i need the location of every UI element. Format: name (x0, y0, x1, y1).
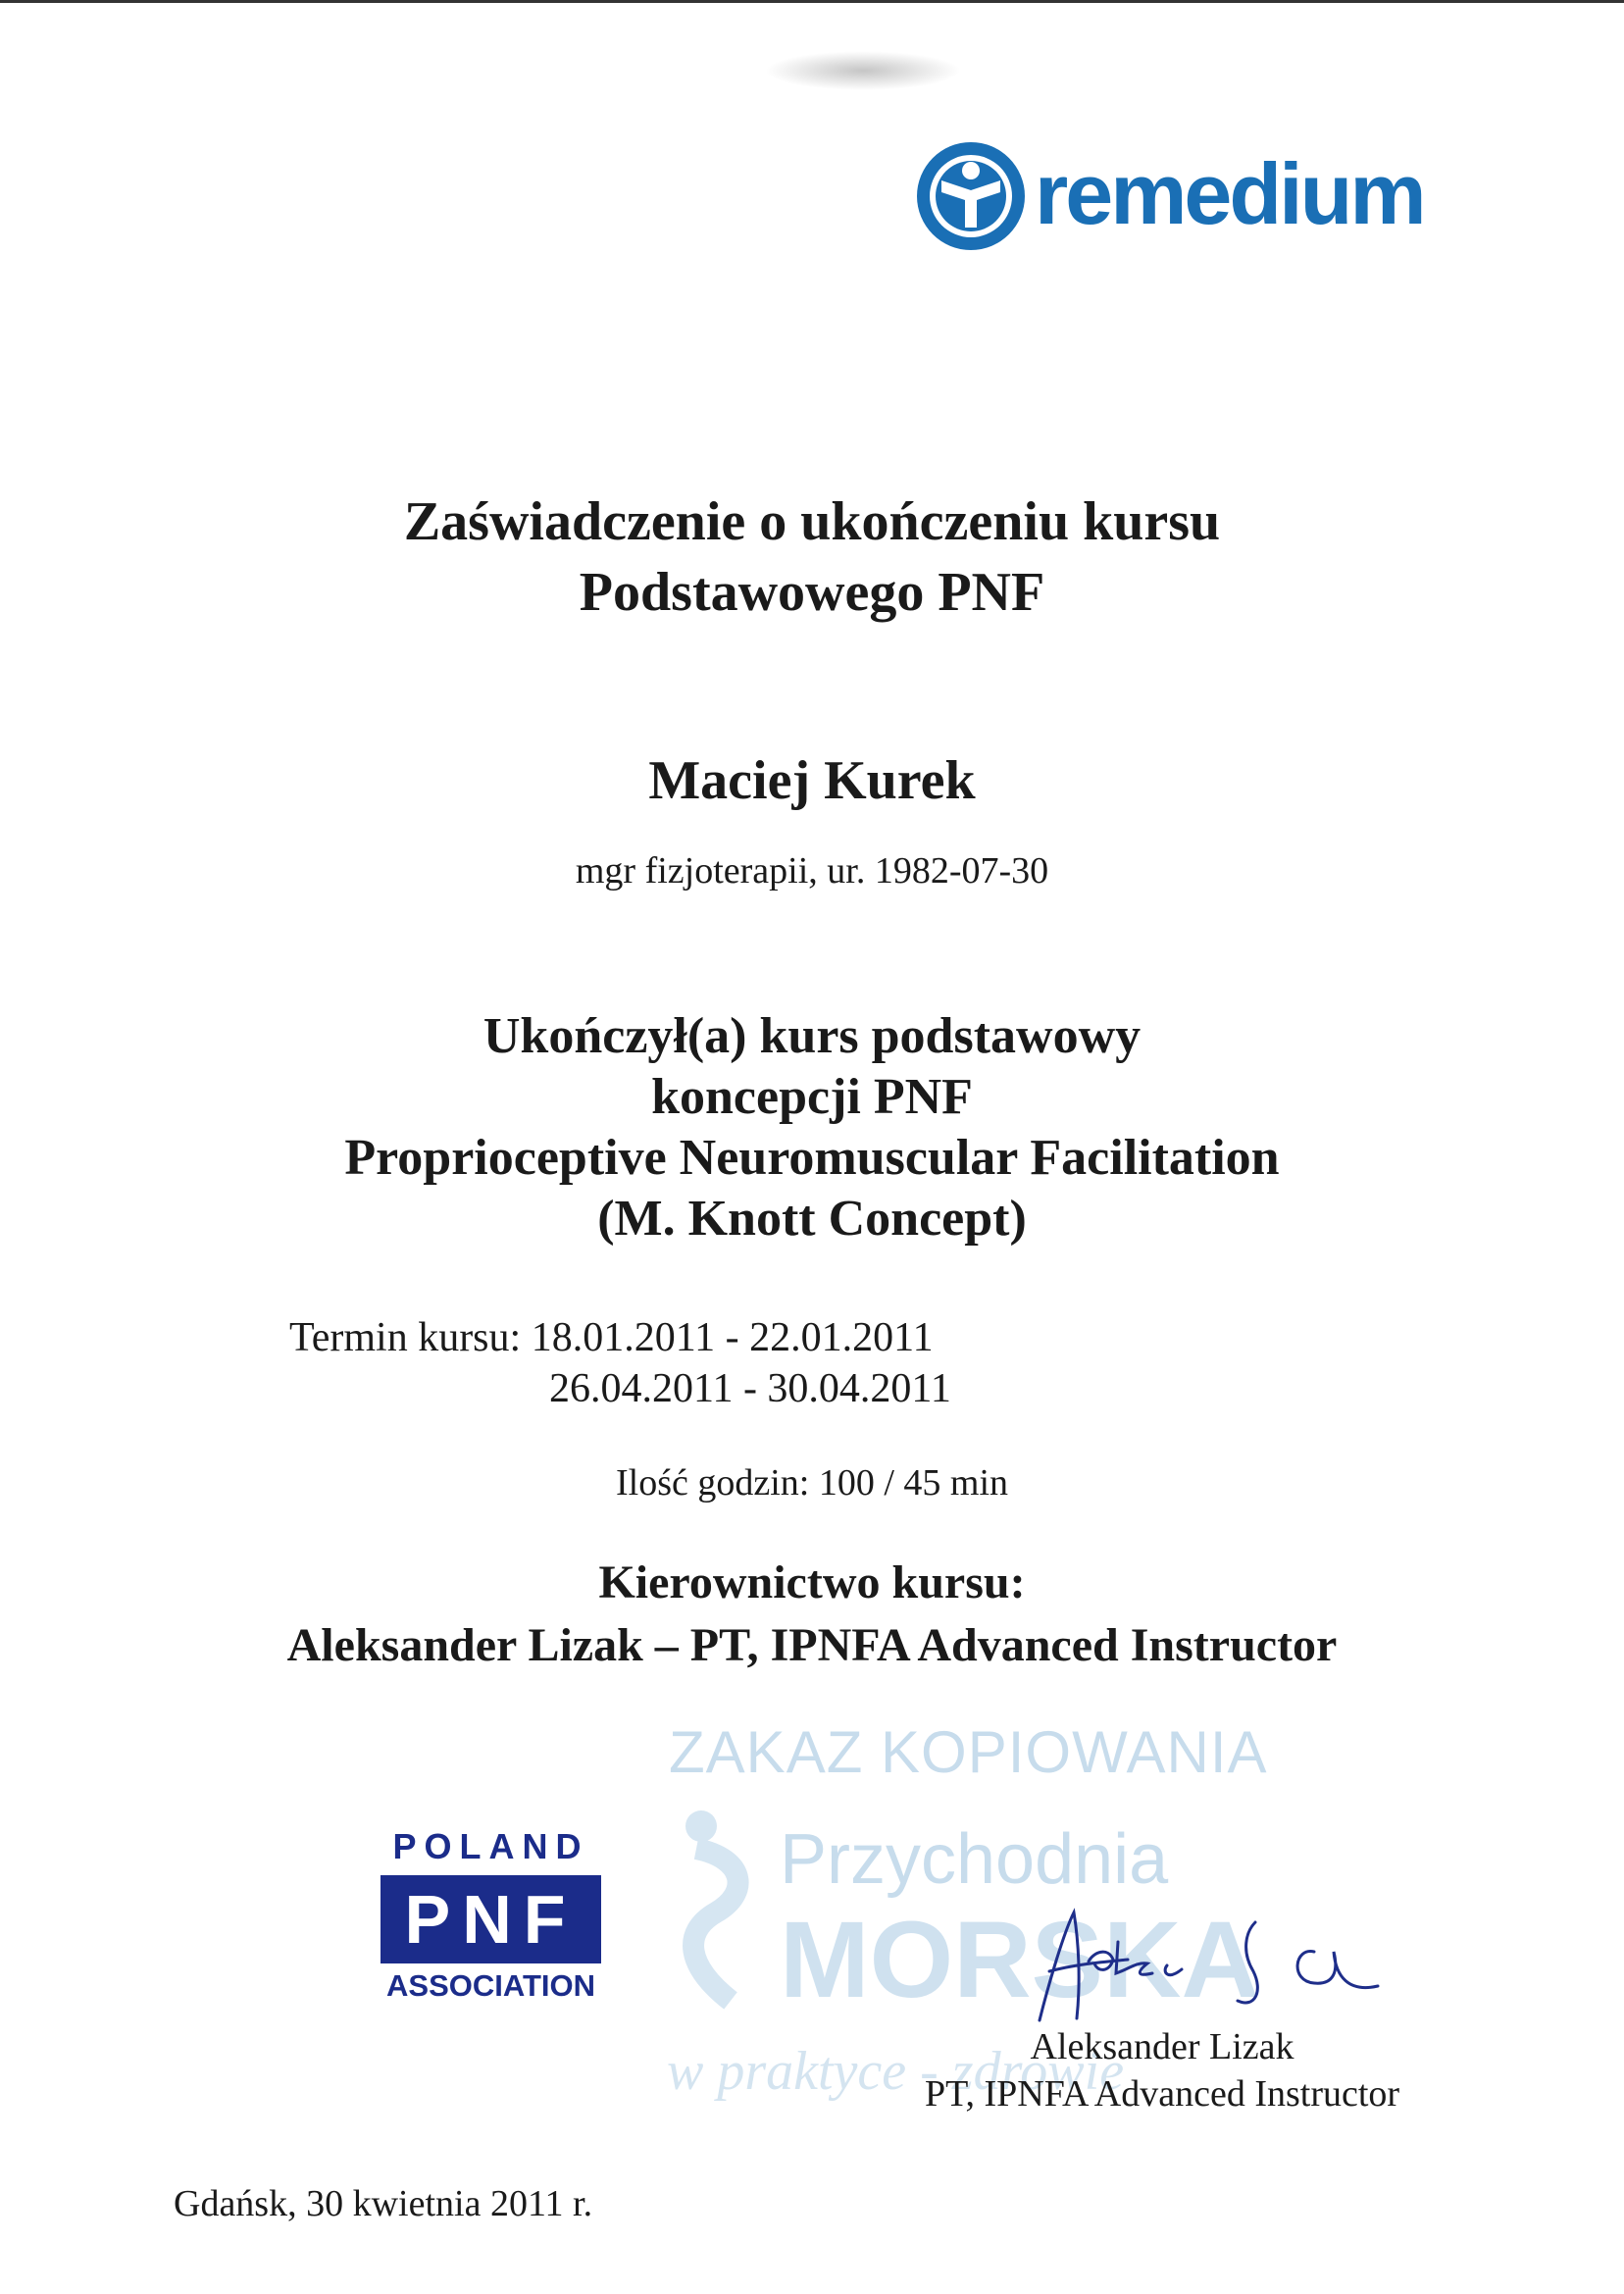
pnf-logo-bottom: ASSOCIATION (386, 1968, 595, 2003)
term-label: Termin kursu: (289, 1315, 522, 1360)
course-line-2: koncepcji PNF (651, 1069, 973, 1125)
signer-title: PT, IPNFA Advanced Instructor (924, 2073, 1400, 2115)
course-line-4: (M. Knott Concept) (597, 1191, 1027, 1247)
signer-name: Aleksander Lizak (1030, 2026, 1294, 2067)
watermark-figure-icon (657, 1805, 775, 2011)
course-management (0, 1552, 1624, 1677)
recipient-details: mgr fizjoterapii, ur. 1982-07-30 (575, 850, 1049, 892)
watermark-clinic: Przychodnia (780, 1820, 1169, 1899)
remedium-logo (912, 137, 1461, 255)
title-line-1: Zaświadczenie o ukończeniu kursu (403, 491, 1221, 552)
scan-top-edge (0, 0, 1624, 3)
poland-pnf-association-logo (381, 1826, 601, 2008)
certificate-title (0, 486, 1624, 628)
place-and-date: Gdańsk, 30 kwietnia 2011 r. (174, 2183, 593, 2224)
watermark-no-copy: ZAKAZ KOPIOWANIA (669, 1719, 1268, 1785)
pnf-logo-middle: PNF (381, 1875, 601, 1963)
course-line-3: Proprioceptive Neuromuscular Facilitation (344, 1130, 1280, 1186)
scan-smudge (765, 51, 961, 90)
remedium-emblem-icon (912, 137, 1030, 255)
management-name: Aleksander Lizak – PT, IPNFA Advanced Instructor (286, 1619, 1338, 1671)
recipient-name: Maciej Kurek (648, 750, 976, 811)
term-dates-2: 26.04.2011 - 30.04.2011 (549, 1366, 951, 1411)
watermark-morska: MORSKA (780, 1900, 1259, 2020)
course-line-1: Ukończył(a) kurs podstawowy (482, 1008, 1142, 1064)
term-dates-1: 18.01.2011 - 22.01.2011 (531, 1315, 934, 1360)
course-hours: Ilość godzin: 100 / 45 min (615, 1462, 1009, 1504)
title-line-2: Podstawowego PNF (579, 562, 1045, 623)
management-label: Kierownictwo kursu: (598, 1556, 1026, 1608)
course-dates (289, 1312, 951, 1414)
course-description (0, 1006, 1624, 1249)
watermark-slogan: w praktyce - zdrowie (667, 2041, 1125, 2102)
pnf-logo-top: POLAND (392, 1826, 589, 1866)
remedium-logo-text: remedium (1035, 145, 1424, 242)
handwritten-signature (1020, 1903, 1471, 2030)
signer-block (907, 2023, 1417, 2117)
